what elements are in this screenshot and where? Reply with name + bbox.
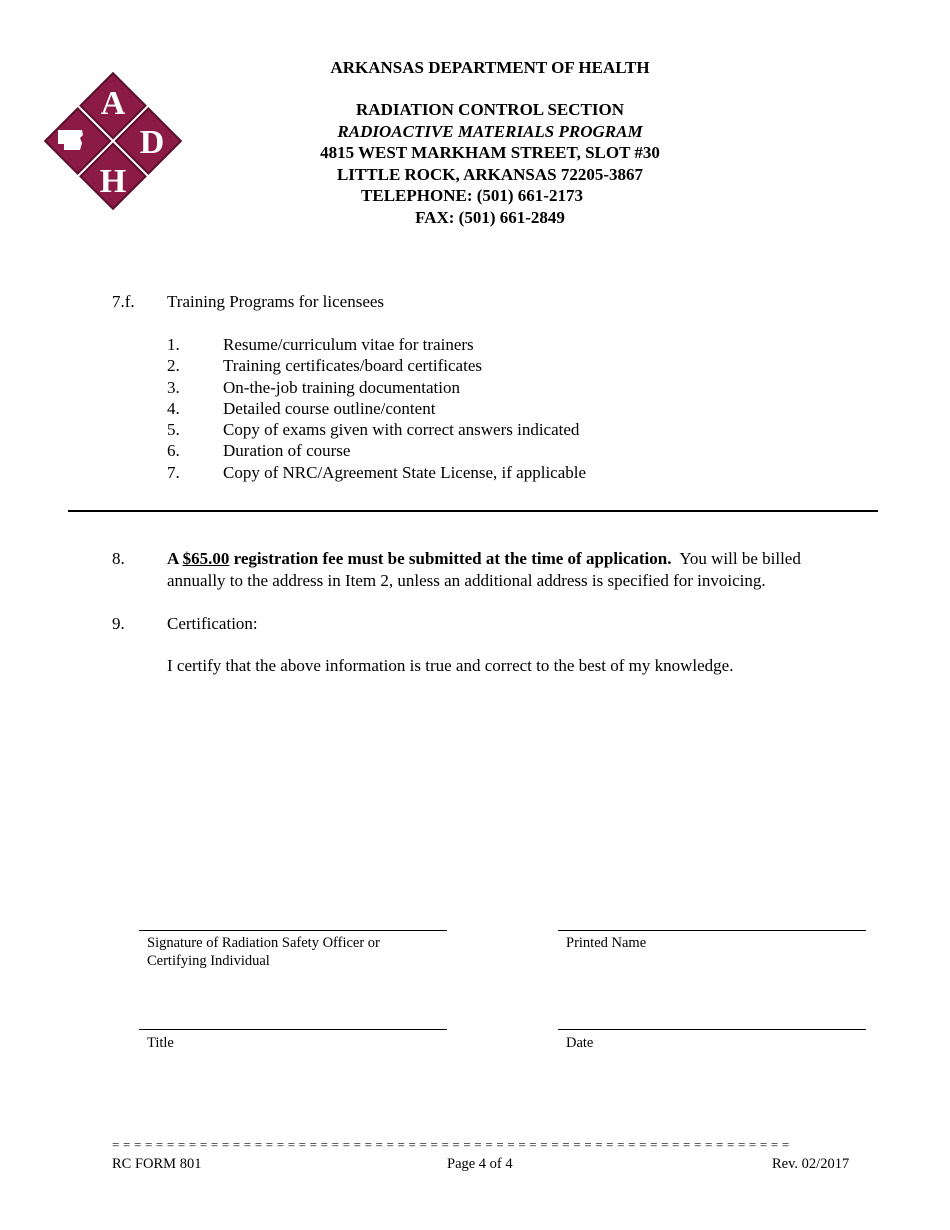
form-id: RC FORM 801	[112, 1156, 202, 1172]
list-item-text: Resume/curriculum vitae for trainers	[223, 335, 474, 354]
fee-line-1	[167, 548, 887, 570]
footer-separator: = = = = = = = = = = = = = = = = = = = = = = = = = = = = = = = = = = = = = = = = = = = = = = = = = = = = = = = = = = = = = =	[112, 1137, 790, 1152]
fee-amount: $65.00	[182, 549, 230, 568]
registration-fee-notice	[167, 548, 887, 591]
date-label: Date	[566, 1035, 594, 1051]
list-item	[167, 440, 767, 461]
agency-address-block	[230, 99, 750, 228]
item-9-title: Certification:	[167, 614, 258, 633]
signature-line[interactable]	[139, 930, 447, 931]
list-item-text: Copy of exams given with correct answers indicated	[223, 420, 580, 440]
printed-name-line[interactable]	[558, 930, 866, 931]
logo-letter-d: D	[139, 124, 165, 161]
list-item-number: 6.	[167, 441, 180, 461]
logo-letter-a: A	[100, 85, 126, 122]
street-address: 4815 WEST MARKHAM STREET, SLOT #30	[320, 143, 660, 162]
list-item-number: 4.	[167, 398, 180, 418]
training-requirements-list	[167, 334, 767, 483]
list-item-text: Copy of NRC/Agreement State License, if applicable	[223, 462, 587, 482]
item-7f-number: 7.f.	[112, 292, 135, 311]
item-7f-title: Training Programs for licensees	[167, 292, 385, 311]
list-item	[167, 419, 767, 440]
list-item-number: 2.	[167, 356, 180, 376]
list-item-number: 3.	[167, 377, 180, 397]
list-item-text: Training certificates/board certificates	[223, 356, 482, 376]
item-9-number: 9.	[112, 614, 125, 633]
list-item	[167, 462, 767, 483]
department-name: ARKANSAS DEPARTMENT OF HEALTH	[330, 58, 650, 77]
signature-label-line-2: Certifying Individual	[147, 953, 270, 969]
printed-name-label: Printed Name	[566, 935, 647, 951]
list-item-number: 1.	[167, 335, 180, 354]
list-item-number: 5.	[167, 420, 180, 440]
fee-line-1-rest: You will be billed	[671, 549, 801, 568]
item-8-number: 8.	[112, 549, 125, 568]
program-name: RADIOACTIVE MATERIALS PROGRAM	[337, 121, 643, 141]
list-item-text: Duration of course	[223, 441, 351, 461]
list-item	[167, 334, 767, 355]
fax: FAX: (501) 661-2849	[415, 207, 565, 227]
list-item	[167, 377, 767, 398]
list-item	[167, 398, 767, 419]
city-address: LITTLE ROCK, ARKANSAS 72205-3867	[336, 164, 644, 184]
logo-letter-h: H	[99, 163, 127, 200]
signature-label	[147, 934, 380, 970]
telephone: TELEPHONE: (501) 661-2173	[361, 186, 583, 205]
certification-statement: I certify that the above information is true and correct to the best of my knowledge.	[167, 656, 734, 675]
fee-bold-suffix: registration fee must be submitted at the time of application.	[229, 549, 672, 568]
date-line[interactable]	[558, 1029, 866, 1030]
title-line[interactable]	[139, 1029, 447, 1030]
list-item-text: On-the-job training documentation	[223, 377, 460, 397]
page-number: Page 4 of 4	[447, 1156, 513, 1172]
fee-bold-prefix: A	[167, 549, 183, 568]
list-item	[167, 355, 767, 376]
revision-date: Rev. 02/2017	[772, 1156, 850, 1172]
fee-line-2: annually to the address in Item 2, unless an additional address is specified for invoicing.	[167, 570, 766, 590]
adh-logo	[40, 68, 186, 214]
list-item-text: Detailed course outline/content	[223, 398, 436, 418]
section-name: RADIATION CONTROL SECTION	[356, 100, 624, 119]
title-label: Title	[147, 1035, 174, 1051]
signature-label-line-1: Signature of Radiation Safety Officer or	[147, 935, 380, 951]
section-divider	[68, 510, 878, 512]
list-item-number: 7.	[167, 462, 180, 482]
